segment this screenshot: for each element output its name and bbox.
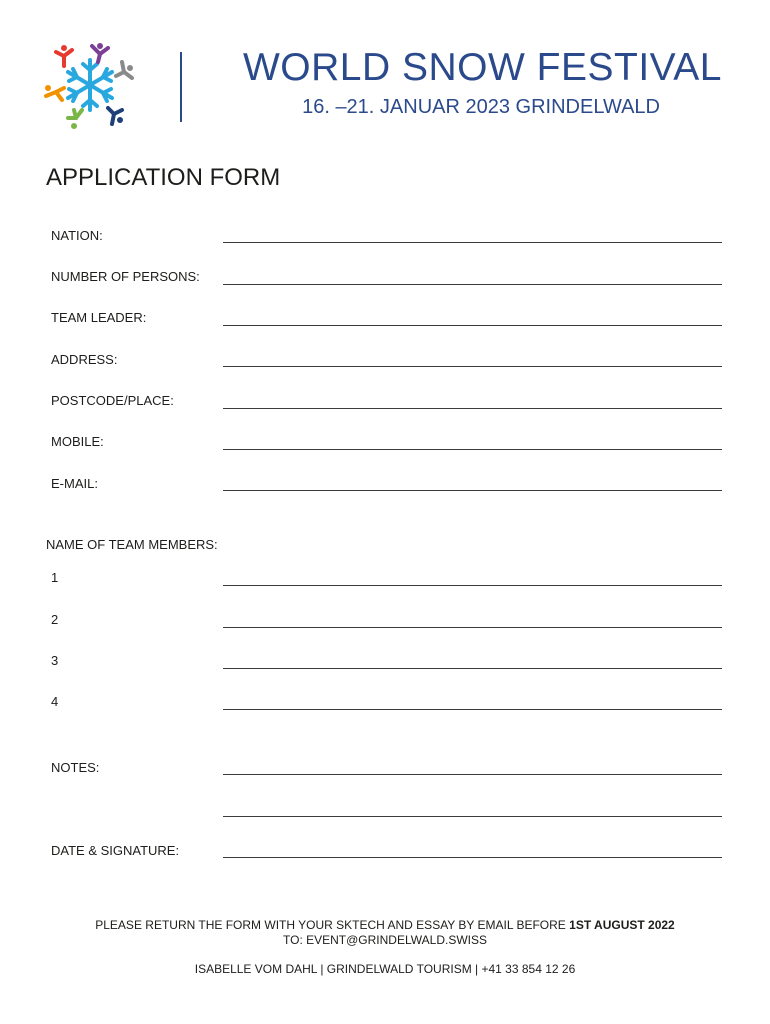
mobile-field[interactable] <box>223 449 722 451</box>
notes-field-line-2[interactable] <box>223 816 722 818</box>
form-title: APPLICATION FORM <box>46 164 281 191</box>
member-1-field[interactable] <box>223 585 722 587</box>
notes-field-line-1[interactable] <box>223 774 722 776</box>
nation-field[interactable] <box>223 242 722 244</box>
signature-label: DATE & SIGNATURE: <box>51 843 180 858</box>
member-3-field[interactable] <box>223 668 722 670</box>
team-leader-label: TEAM LEADER: <box>51 310 147 325</box>
nation-label: NATION: <box>51 228 103 243</box>
contact-info: ISABELLE VOM DAHL | GRINDELWALD TOURISM | +41 33 854 12 26 <box>194 962 576 976</box>
postcode-field[interactable] <box>223 408 722 410</box>
return-email: TO: EVENT@GRINDELWALD.SWISS <box>283 933 487 947</box>
member-1-label: 1 <box>51 570 59 585</box>
member-2-label: 2 <box>51 612 59 627</box>
notes-label: NOTES: <box>51 760 100 775</box>
team-members-heading: NAME OF TEAM MEMBERS: <box>46 537 218 552</box>
persons-label: NUMBER OF PERSONS: <box>51 269 200 284</box>
address-field[interactable] <box>223 366 722 368</box>
email-field[interactable] <box>223 490 722 492</box>
member-4-label: 4 <box>51 694 59 709</box>
team-leader-field[interactable] <box>223 325 722 327</box>
member-4-field[interactable] <box>223 709 722 711</box>
postcode-label: POSTCODE/PLACE: <box>51 393 174 408</box>
address-label: ADDRESS: <box>51 352 118 367</box>
festival-subtitle: 16. –21. JANUAR 2023 GRINDELWALD <box>302 96 660 118</box>
header-divider <box>180 52 182 122</box>
member-3-label: 3 <box>51 653 59 668</box>
snowflake-figures-icon <box>42 40 138 130</box>
mobile-label: MOBILE: <box>51 434 104 449</box>
persons-field[interactable] <box>223 284 722 286</box>
signature-field[interactable] <box>223 857 722 859</box>
member-2-field[interactable] <box>223 627 722 629</box>
festival-title: WORLD SNOW FESTIVAL <box>243 46 722 89</box>
return-instructions-text: PLEASE RETURN THE FORM WITH YOUR SKTECH AND ESSAY BY EMAIL BEFORE <box>95 918 570 932</box>
deadline-date: 1ST AUGUST 2022 <box>569 918 675 932</box>
email-label: E-MAIL: <box>51 476 98 491</box>
return-instructions <box>0 918 770 933</box>
